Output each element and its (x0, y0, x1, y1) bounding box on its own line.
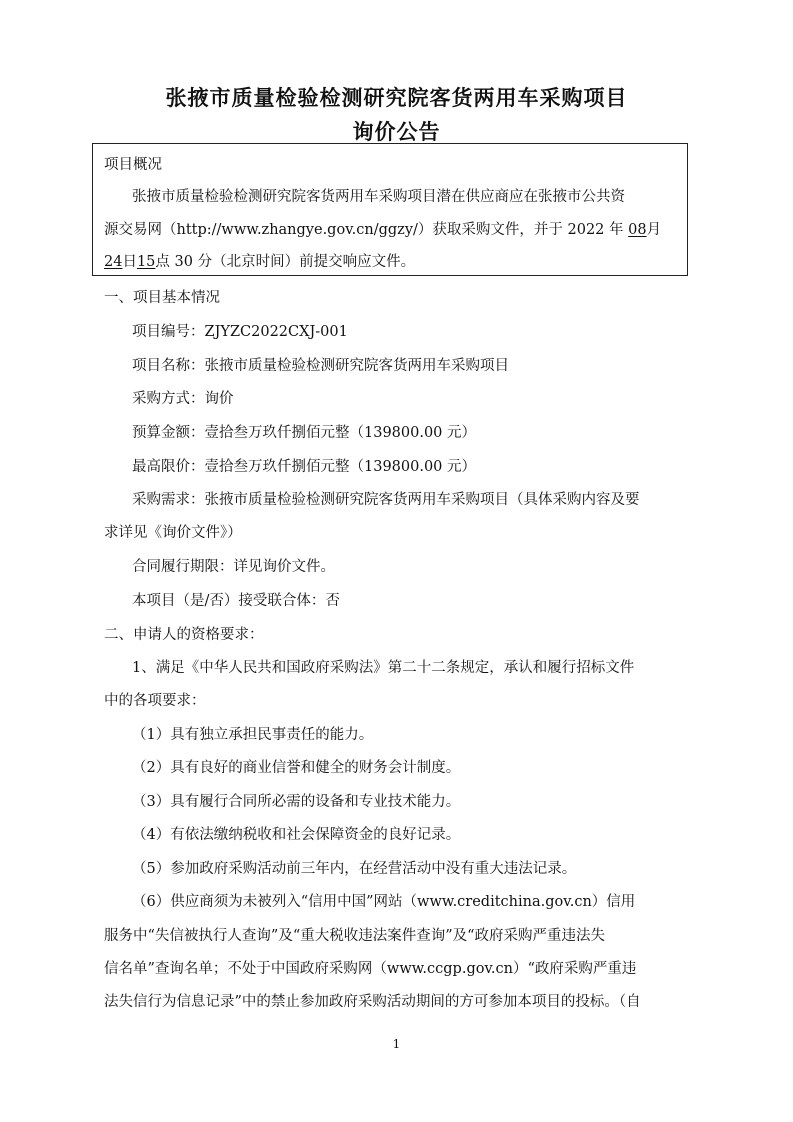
document-title: 张掖市质量检验检测研究院客货两用车采购项目 (165, 86, 628, 110)
requirement-sub-item-cont: 法失信行为信息记录”中的禁止参加政府采购活动期间的方可参加本项目的投标。（自 (104, 994, 641, 1010)
requirement-sub-item: （6）供应商须为未被列入“信用中国”网站（www.creditchina.gov.cn）信用 (132, 894, 636, 910)
section-heading: 一、项目基本情况 (104, 290, 220, 306)
requirement-sub-item: （5）参加政府采购活动前三年内，在经营活动中没有重大违法记录。 (132, 861, 577, 877)
deadline-day: 24 (104, 254, 123, 270)
requirement-sub-item-cont: 服务中“失信被执行人查询”及“重大税收违法案件查询”及“政府采购严重违法失 (104, 928, 606, 944)
deadline-month: 08 (628, 222, 647, 238)
requirement-sub-item: （4）有依法缴纳税收和社会保障资金的良好记录。 (132, 827, 461, 843)
requirement-sub-item: （2）具有良好的商业信誉和健全的财务会计制度。 (132, 760, 461, 776)
requirement-sub-item-cont: 信名单”查询名单；不处于中国政府采购网（www.ccgp.gov.cn）“政府采购严重违 (104, 961, 637, 977)
summary-heading: 项目概况 (104, 157, 162, 173)
requirement-item: 1、满足《中华人民共和国政府采购法》第二十二条规定，承认和履行招标文件 (132, 660, 635, 676)
requirement-sub-item: （3）具有履行合同所必需的设备和专业技术能力。 (132, 794, 461, 810)
requirement-item-cont: 中的各项要求： (104, 693, 206, 709)
project-name: 项目名称：张掖市质量检验检测研究院客货两用车采购项目 (132, 358, 509, 374)
page-number: 1 (392, 1037, 401, 1051)
procurement-demand: 采购需求：张掖市质量检验检测研究院客货两用车采购项目（具体采购内容及要 (132, 492, 640, 508)
document-subtitle: 询价公告 (352, 120, 441, 144)
budget-amount: 预算金额：壹拾叁万玖仟捌佰元整（139800.00 元） (132, 425, 477, 441)
requirement-sub-item: （1）具有独立承担民事责任的能力。 (132, 727, 374, 743)
max-price: 最高限价：壹拾叁万玖仟捌佰元整（139800.00 元） (132, 459, 477, 475)
deadline-hour: 15 (136, 254, 156, 270)
project-number: 项目编号：ZJYZC2022CXJ-001 (132, 324, 348, 340)
contract-period: 合同履行期限：详见询价文件。 (132, 559, 335, 575)
summary-paragraph-line (104, 252, 415, 272)
consortium-accepted: 本项目（是/否）接受联合体：否 (132, 593, 340, 609)
deadline-tail: 点 30 分（北京时间）前提交响应文件。 (155, 254, 416, 270)
procurement-demand-cont: 求详见《询价文件》） (104, 525, 242, 541)
summary-paragraph-line: 张掖市质量检验检测研究院客货两用车采购项目潜在供应商应在张掖市公共资 (132, 189, 625, 205)
summary-text: 源交易网（http://www.zhangye.gov.cn/ggzy/）获取采购文件，并于 2022 年 (104, 222, 624, 238)
day-unit: 日 (122, 254, 137, 270)
month-unit: 月 (646, 222, 662, 238)
section-heading: 二、申请人的资格要求： (104, 627, 264, 643)
procurement-method: 采购方式：询价 (132, 391, 234, 407)
summary-paragraph-line (104, 220, 661, 240)
